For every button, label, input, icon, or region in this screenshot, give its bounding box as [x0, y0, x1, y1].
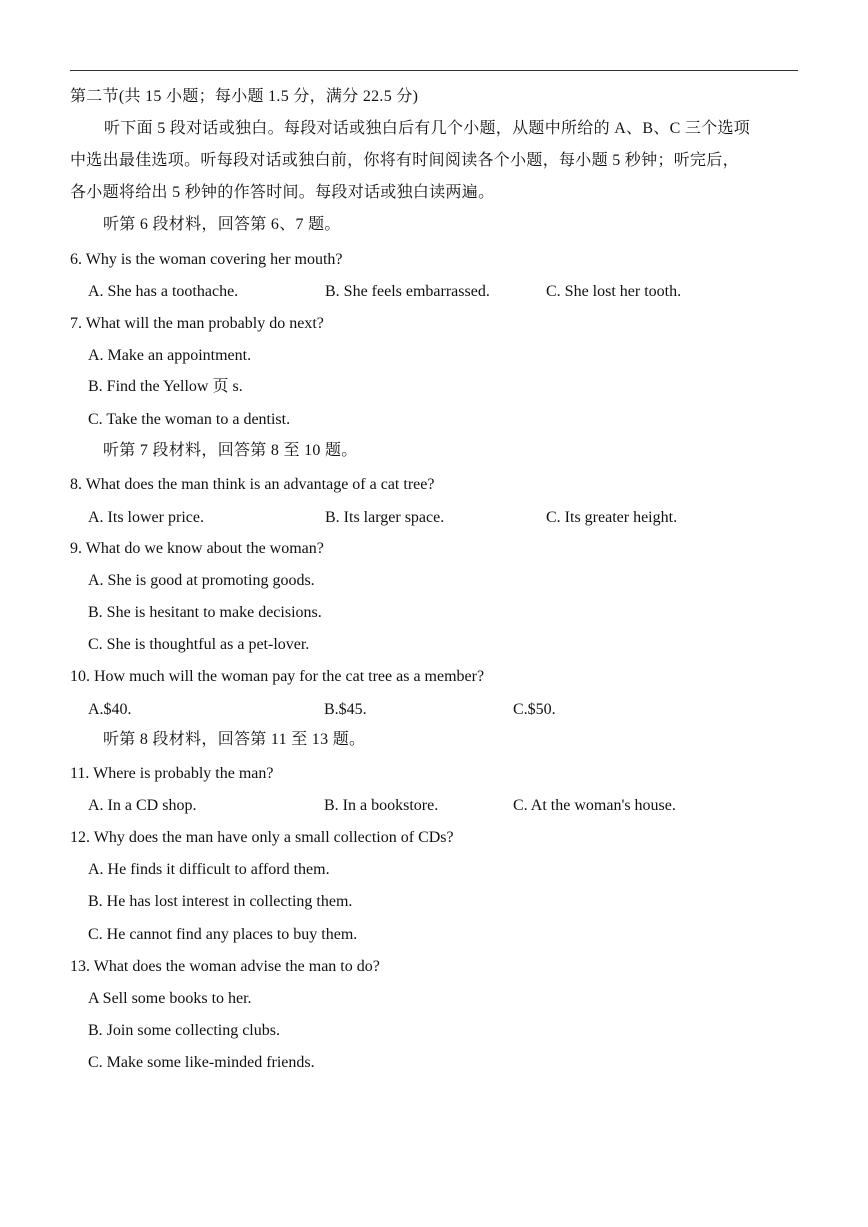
- option-b: B. In a bookstore.: [324, 797, 439, 814]
- option-b: B. Join some collecting clubs.: [88, 1022, 280, 1039]
- option-a: A. Its lower price.: [88, 509, 204, 526]
- option-b: B. Find the Yellow 页 s.: [88, 378, 243, 395]
- option-a: A. She has a toothache.: [88, 283, 239, 300]
- option-c: C. Its greater height.: [546, 509, 678, 526]
- listening-group-label: 听第 8 段材料，回答第 11 至 13 题。: [103, 731, 366, 748]
- option-a: A. In a CD shop.: [88, 797, 197, 814]
- option-c: C. Make some like-minded friends.: [88, 1054, 315, 1071]
- option-a: A.$40.: [88, 701, 132, 718]
- listening-group-label: 听第 7 段材料，回答第 8 至 10 题。: [103, 442, 358, 459]
- instruction-line: 听下面 5 段对话或独白。每段对话或独白后有几个小题，从题中所给的 A、B、C 三个选项: [104, 120, 751, 137]
- option-b: B. Its larger space.: [325, 509, 445, 526]
- option-a: A. She is good at promoting goods.: [88, 572, 315, 589]
- option-b: B. She is hesitant to make decisions.: [88, 604, 322, 621]
- option-c: C. She lost her tooth.: [546, 283, 682, 300]
- option-a: A. Make an appointment.: [88, 347, 252, 364]
- question-stem: 7. What will the man probably do next?: [70, 315, 324, 332]
- listening-group-label: 听第 6 段材料，回答第 6、7 题。: [103, 216, 341, 233]
- section-title: 第二节(共 15 小题；每小题 1.5 分，满分 22.5 分): [70, 88, 419, 105]
- question-stem: 6. Why is the woman covering her mouth?: [70, 251, 343, 268]
- option-c: C. Take the woman to a dentist.: [88, 411, 291, 428]
- question-stem: 13. What does the woman advise the man to do?: [70, 958, 380, 975]
- option-b: B. She feels embarrassed.: [325, 283, 490, 300]
- option-a: A. He finds it difficult to afford them.: [88, 861, 330, 878]
- option-b: B.$45.: [324, 701, 367, 718]
- instruction-line: 中选出最佳选项。听每段对话或独白前，你将有时间阅读各个小题，每小题 5 秒钟；听完后，: [70, 152, 739, 169]
- option-c: C. At the woman's house.: [513, 797, 676, 814]
- question-stem: 12. Why does the man have only a small collection of CDs?: [70, 829, 454, 846]
- question-stem: 10. How much will the woman pay for the cat tree as a member?: [70, 668, 485, 685]
- question-stem: 8. What does the man think is an advantage of a cat tree?: [70, 476, 435, 493]
- option-c: C. She is thoughtful as a pet-lover.: [88, 636, 310, 653]
- header-rule: [70, 70, 798, 71]
- option-c: C.$50.: [513, 701, 556, 718]
- instruction-line: 各小题将给出 5 秒钟的作答时间。每段对话或独白读两遍。: [70, 184, 495, 201]
- option-c: C. He cannot find any places to buy them.: [88, 926, 358, 943]
- option-b: B. He has lost interest in collecting them.: [88, 893, 353, 910]
- question-stem: 11. Where is probably the man?: [70, 765, 274, 782]
- option-a: A Sell some books to her.: [88, 990, 252, 1007]
- question-stem: 9. What do we know about the woman?: [70, 540, 324, 557]
